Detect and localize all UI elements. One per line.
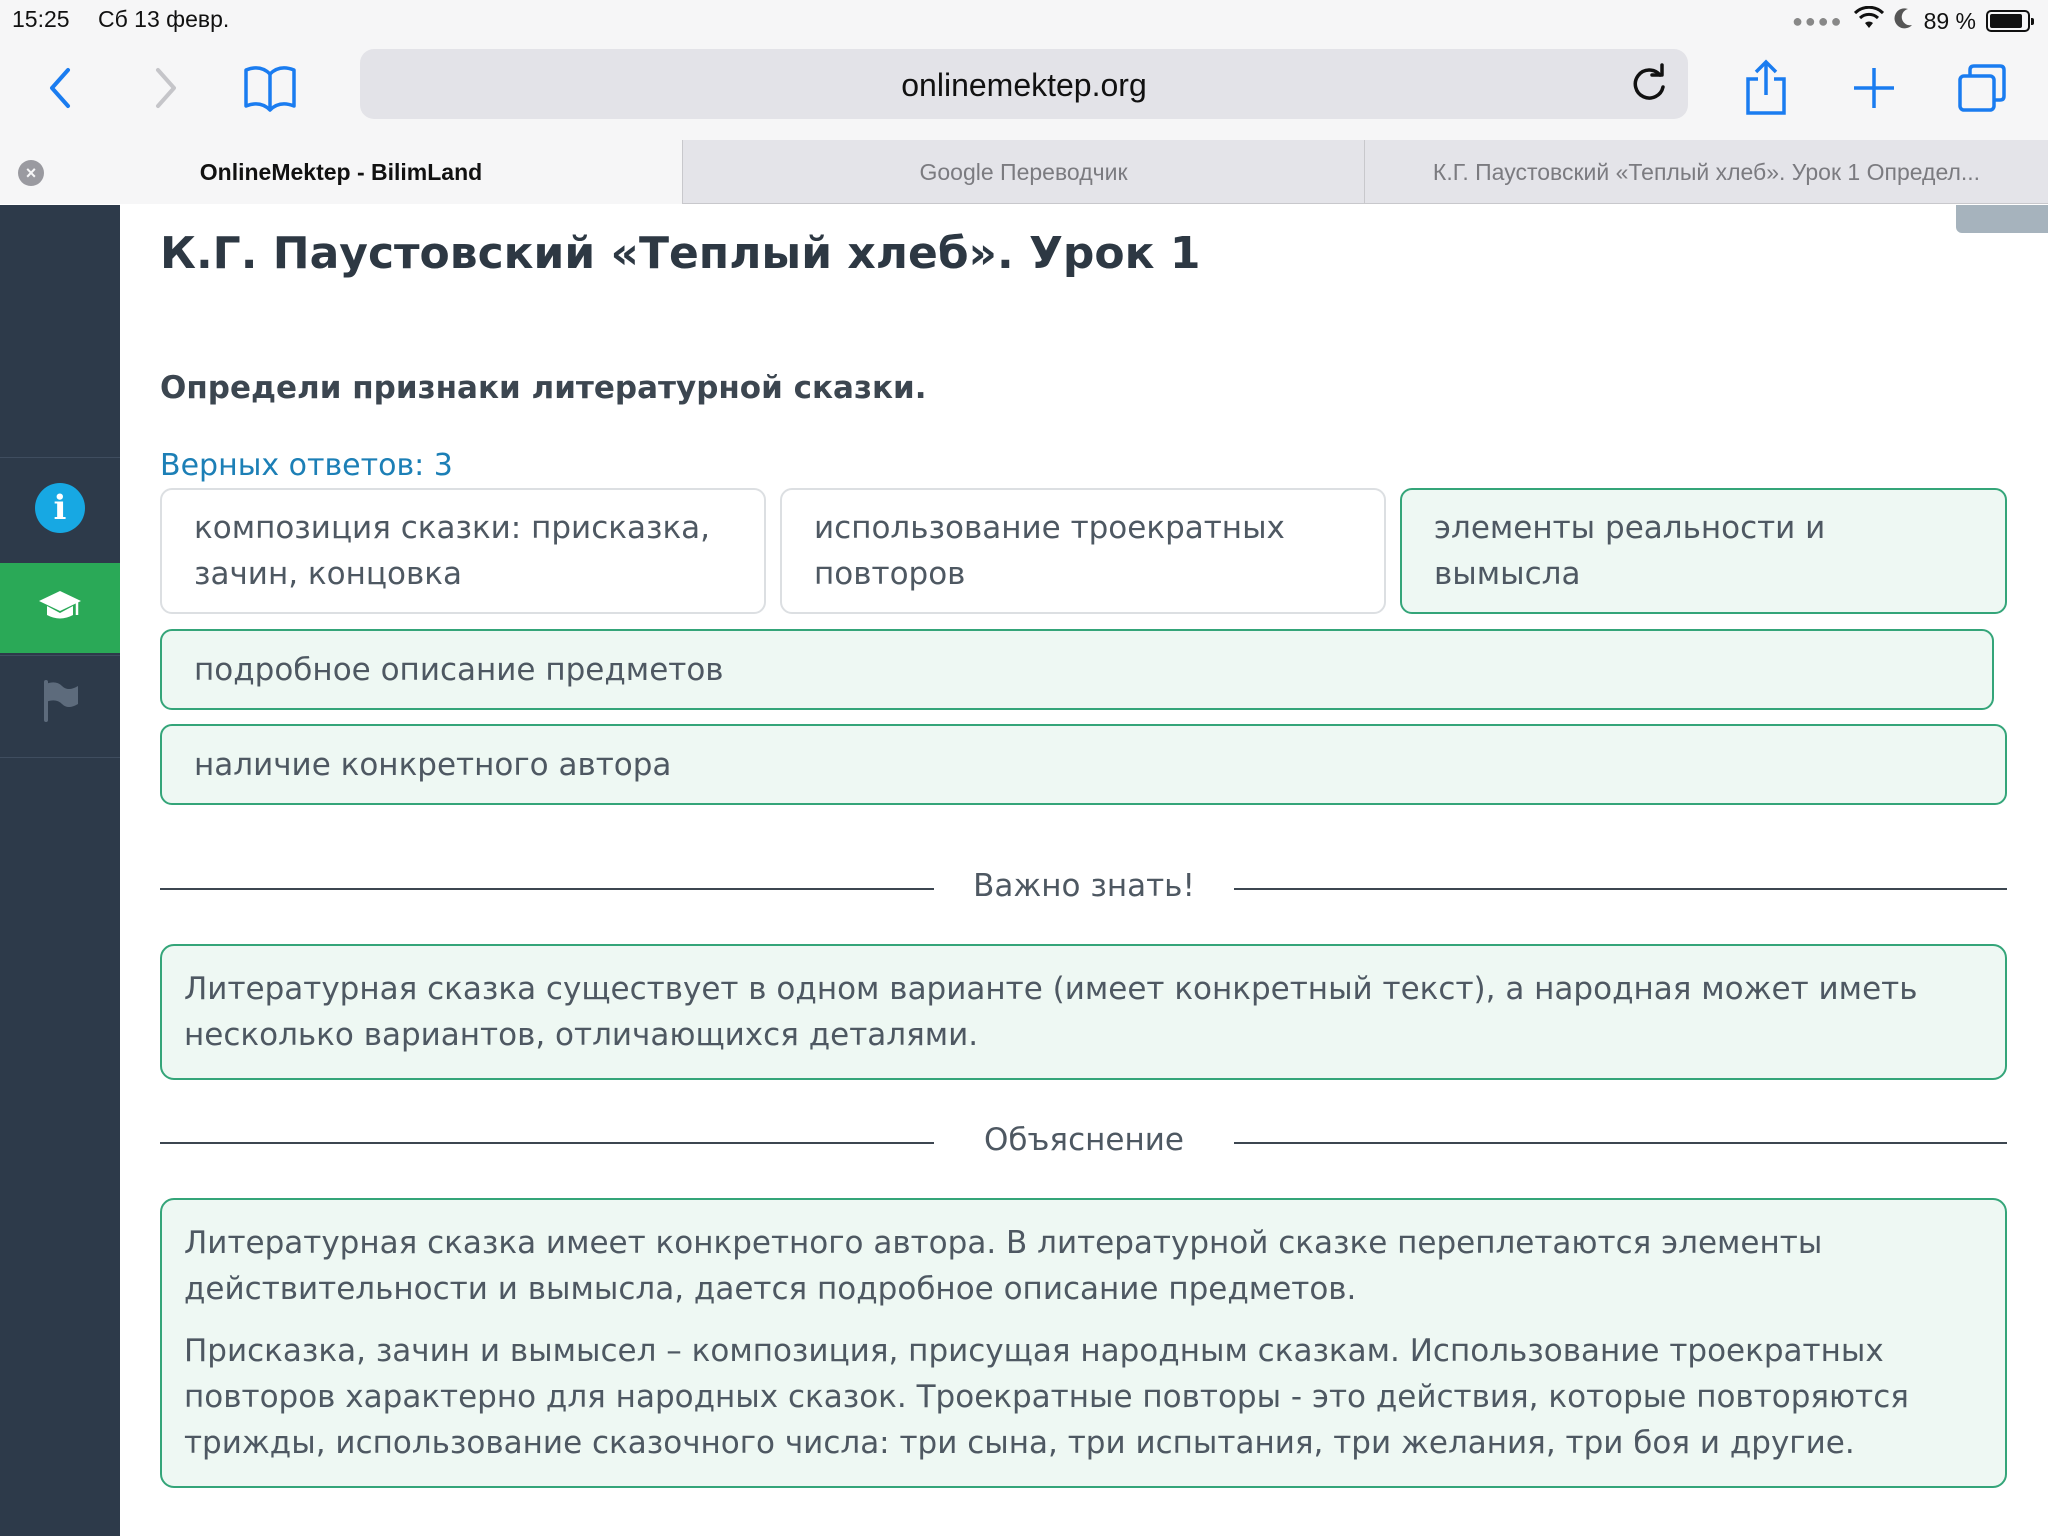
explanation-paragraph: Присказка, зачин и вымысел – композиция, присущая народным сказкам. Использование троекратных повторов характерно для народных сказок. Троекратные повторы - это действия, которые повторяются трижды, использование сказочного числа: три сына, три испытания, три желания, три боя и другие. — [184, 1333, 1909, 1461]
explanation-box — [160, 1198, 2007, 1488]
correct-answers-count: Верных ответов: 3 — [160, 448, 453, 483]
answer-option-label: использование троекратных повторов — [814, 510, 1285, 592]
status-bar — [0, 0, 2048, 42]
browser-toolbar — [0, 42, 2048, 140]
section-divider-right — [1234, 1142, 2007, 1144]
back-icon[interactable] — [28, 56, 92, 120]
reload-icon[interactable] — [1628, 63, 1670, 105]
answer-option-label: композиция сказки: присказка, зачин, концовка — [194, 510, 711, 592]
lesson-sidebar — [0, 205, 120, 1536]
wifi-icon — [1854, 6, 1884, 36]
battery-icon — [1986, 10, 2030, 32]
share-icon[interactable] — [1734, 56, 1798, 120]
sidebar-divider — [0, 457, 120, 458]
bookmarks-icon[interactable] — [238, 56, 302, 120]
url-text: onlinemektep.org — [901, 67, 1147, 103]
battery-percent: 89 % — [1923, 7, 1976, 34]
status-date: Сб 13 февр. — [98, 6, 230, 32]
answer-option-label: наличие конкретного автора — [194, 746, 672, 783]
important-box — [160, 944, 2007, 1080]
signal-icon: ●●●● — [1792, 10, 1844, 31]
moon-icon — [1894, 7, 1914, 35]
url-bar[interactable] — [360, 49, 1688, 119]
section-divider-right — [1234, 888, 2007, 890]
info-icon: i — [35, 483, 85, 533]
tab-label: К.Г. Паустовский «Теплый хлеб». Урок 1 Определ... — [1432, 158, 1981, 185]
tab-onlinemektep[interactable] — [0, 140, 682, 204]
battery-level — [1990, 14, 2022, 28]
question-text: Определи признаки литературной сказки. — [160, 370, 927, 406]
explanation-heading: Объяснение — [984, 1122, 1184, 1158]
lesson-title: К.Г. Паустовский «Теплый хлеб». Урок 1 — [160, 228, 1201, 279]
close-tab-icon[interactable]: × — [18, 160, 44, 186]
tab-lesson[interactable] — [1365, 140, 2048, 204]
forward-icon[interactable] — [134, 56, 198, 120]
tabs-icon[interactable] — [1950, 56, 2014, 120]
sidebar-item-flag[interactable] — [0, 657, 120, 747]
sidebar-item-info[interactable] — [0, 463, 120, 553]
sidebar-divider — [0, 655, 120, 656]
flag-icon — [38, 678, 82, 726]
corner-tab[interactable] — [1956, 205, 2048, 233]
section-divider-left — [160, 888, 934, 890]
tab-google-translate[interactable] — [683, 140, 1364, 204]
answer-option-label: подробное описание предметов — [194, 651, 724, 688]
sidebar-divider — [0, 757, 120, 758]
answer-option-selected[interactable] — [160, 724, 2007, 805]
tab-label: OnlineMektep - BilimLand — [199, 158, 483, 185]
important-heading: Важно знать! — [973, 868, 1195, 904]
tab-bar — [0, 140, 2048, 204]
sidebar-item-lesson[interactable] — [0, 563, 120, 653]
status-right — [1792, 6, 2030, 36]
important-text: Литературная сказка существует в одном варианте (имеет конкретный текст), а народная может иметь несколько вариантов, отличающихся деталями. — [184, 971, 1918, 1053]
explanation-paragraph: Литературная сказка имеет конкретного автора. В литературной сказке переплетаются элементы действительности и вымысла, дается подробное описание предметов. — [184, 1225, 1823, 1307]
answer-option[interactable] — [160, 488, 766, 614]
graduation-cap-icon — [37, 589, 83, 627]
section-divider-left — [160, 1142, 934, 1144]
tab-label: Google Переводчик — [919, 158, 1128, 185]
answer-option-label: элементы реальности и вымысла — [1434, 510, 1826, 592]
answer-option-selected[interactable] — [160, 629, 1994, 710]
answer-option-selected[interactable] — [1400, 488, 2007, 614]
answer-option[interactable] — [780, 488, 1386, 614]
new-tab-icon[interactable] — [1842, 56, 1906, 120]
status-time: 15:25 — [12, 6, 70, 32]
